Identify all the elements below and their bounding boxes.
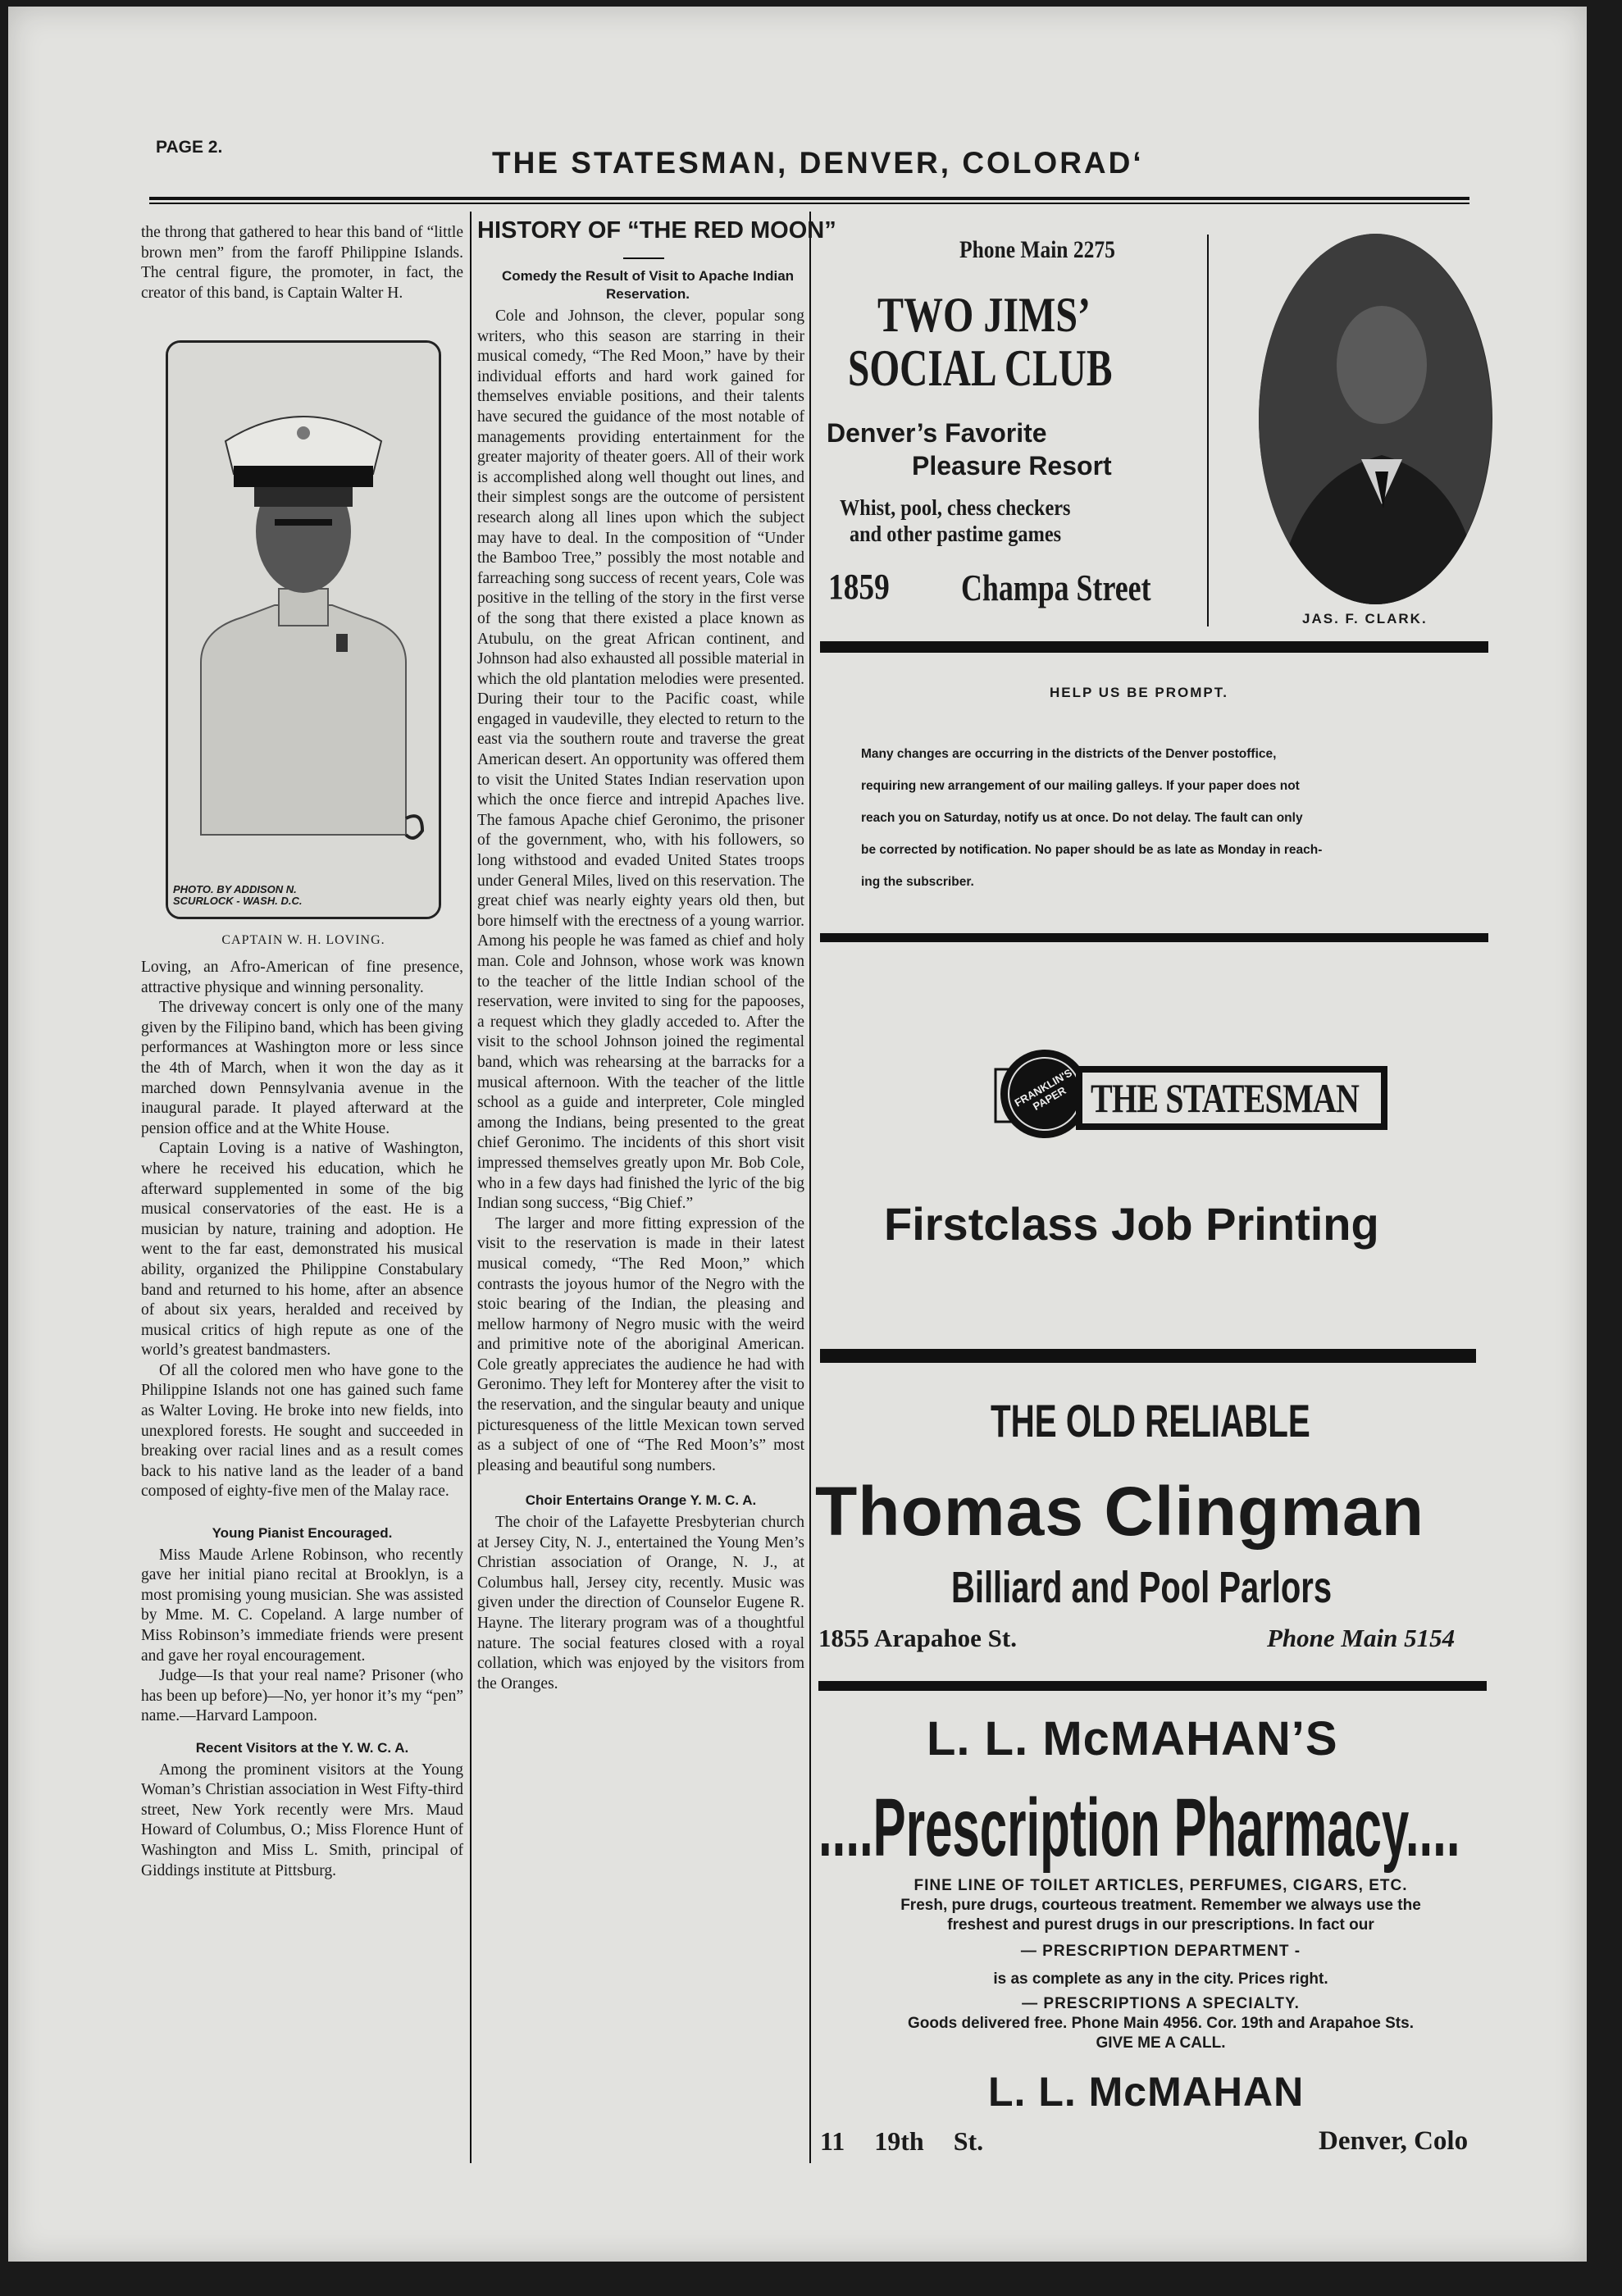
clingman-heading: THE OLD RELIABLE xyxy=(991,1395,1310,1446)
photo-credit-line: SCURLOCK - WASH. D.C. xyxy=(173,895,303,907)
notice-title: HELP US BE PROMPT. xyxy=(1050,685,1228,700)
paragraph: Miss Maude Arlene Robinson, who recently gave her initial piano recital at Brooklyn, is a most promising young musician. She was assisted by Mme. M. C. Copeland. A large number of Miss Robinson’s immediate friends were present and gave her royal encouragement. xyxy=(141,1546,463,1665)
statesman-logo xyxy=(994,1046,1396,1145)
masthead-title: THE STATESMAN, DENVER, COLORADʻ xyxy=(492,146,1144,180)
headline-rule xyxy=(623,257,664,259)
column-divider xyxy=(809,212,811,2163)
section-rule xyxy=(818,1681,1487,1691)
printing-tagline: Firstclass Job Printing xyxy=(884,1198,1379,1250)
paragraph: Among the prominent visitors at the Young Woman’s Christian association in West Fifty-third street, New York recently were Mrs. Maud Howard of Columbus, O.; Miss Florence Hunt of Washington and Miss L. Smith, principal of Giddings institute at Pittsburg. xyxy=(141,1761,463,1879)
paragraph: The larger and more fitting expression of the visit to the reservation is made in their latest musical comedy, “The Red Moon,” which contrasts the joyous humor of the Negro with the stoic bearing of the Indian, the pleasing and mellow harmony of Negro music with the weird and primitive note of the aboriginal American. Cole greatly appreciates the audience he had with Geronimo. They left for Monterey after the visit to the reservation, and the singular beauty and unique picturesqueness of the little Mexican town served as a subject of one of “The Red Moon’s” most pleasing and beautiful song numbers. xyxy=(477,1214,804,1474)
notice-line: reach you on Saturday, notify us at once. Do not delay. The fault can only xyxy=(861,811,1303,825)
ad-title-line2: SOCIAL CLUB xyxy=(848,339,1113,397)
column-1-body xyxy=(141,958,463,1881)
pharmacy-line: FINE LINE OF TOILET ARTICLES, PERFUMES, CIGARS, ETC. xyxy=(914,1877,1408,1894)
notice-line: ing the subscriber. xyxy=(861,875,974,889)
paragraph: Cole and Johnson, the clever, popular song writers, who this season are starring in their musical comedy, “The Red Moon,” have by their individual efforts and hard work gained for themselves enviable positions, and their talents have secured the guidance of the most notable of managements providing entertainment for the greater majority of theater goers. All of their work is accomplished along well thought out lines, and their simplest songs are the outcome of persistent research along all lines upon which the subject may have to deal. In the composition of “Under the Bamboo Tree,” possibly the most notable and farreaching song success of recent years, Cole was positive in the telling of the story in the first verse of the song that there existed a place known as Atubulu, on the great African continent, and Johnson had also exhausted all possible material in which the old plantation melodies were presented. During their tour to the Pacific coast, while engaged in vaudeville, they elected to return to the east via the southern route and traverse the great American desert. An opportunity was offered them to visit the United States Indian reservation upon which the once fierce and intrepid Apaches live. The famous Apache chief Geronimo, the prisoner of the government, who, with his followers, so long withstood and evaded United States troops under General Miles, lived on this reservation. The great chief was nearly eighty years old then, but bore himself with the erectness of a young warrior. Among his people he was famed as chief and holy man. Cole and Johnson, whose work was known to the teacher of the little Indian school of the reservation, were invited to sing for the papooses, a request which they gladly acceded to. After the visit to the school Johnson joined the regimental band, which was rehearsing at the barracks for a musical afternoon. With the teacher of the little school as a guide and interpreter, Cole mingled among the Indians, being presented to the great chief Geronimo. The incidents of this short visit impressed themselves greatly upon Mr. Bob Cole, who in a few days had finished the lyric of the big Indian song success, “Big Chief.” xyxy=(477,308,804,1213)
photo-caption: CAPTAIN W. H. LOVING. xyxy=(221,933,385,947)
pharmacy-title: ....Prescription Pharmacy.... xyxy=(818,1782,1460,1874)
pharmacy-line: — PRESCRIPTIONS A SPECIALTY. xyxy=(1022,1995,1300,2012)
pharmacy-line: — PRESCRIPTION DEPARTMENT - xyxy=(1020,1943,1301,1960)
portrait-illustration xyxy=(1259,234,1492,604)
portrait-photo xyxy=(166,340,441,919)
column-divider xyxy=(470,212,472,2163)
pharmacy-name: L. L. McMAHAN’S xyxy=(927,1712,1338,1765)
paragraph: Captain Loving is a native of Washington, where he received his education, which he afterward supplemented in some of the big musical conservatories of the east. He is a musician by nature, training and adoption. He went to the far east, demonstrated his musical ability, organized the Philippine Constabulary band and returned to his home, after an absence of about six years, heralded and received by musical critics of high repute as one of the world’s greatest bandmasters. xyxy=(141,1140,463,1360)
article-headline: HISTORY OF “THE RED MOON” xyxy=(477,217,836,244)
column-1-top xyxy=(141,223,463,303)
pharmacy-line: Fresh, pure drugs, courteous treatment. Remember we always use the xyxy=(900,1897,1421,1914)
ad-title-line1: TWO JIMS’ xyxy=(877,288,1091,342)
clingman-phone: Phone Main 5154 xyxy=(1267,1624,1456,1652)
header-rule xyxy=(149,197,1469,200)
pharmacy-address: 11 19th St. xyxy=(820,2126,984,2156)
ad-tagline-2: Pleasure Resort xyxy=(912,451,1112,481)
paragraph: Judge—Is that your real name? Prisoner (who has been up before)—No, yer honor it’s my “pen” name.—Harvard Lampoon. xyxy=(141,1667,463,1725)
notice-line: be corrected by notification. No paper should be as late as Monday in reach- xyxy=(861,843,1323,857)
ad-tagline-1: Denver’s Favorite xyxy=(827,418,1047,448)
clingman-address: 1855 Arapahoe St. xyxy=(818,1624,1017,1652)
ad-two-jims xyxy=(820,215,1205,633)
article-intro: the throng that gathered to hear this band of “little brown men” from the faroff Philippine Islands. The central figure, the promoter, in fact, the creator of this band, is Captain Walter H. xyxy=(141,224,463,302)
article-subheadline: Comedy the Result of Visit to Apache Indian Reservation. xyxy=(501,268,795,302)
notice-body xyxy=(861,738,1492,898)
page-number: PAGE 2. xyxy=(156,138,223,157)
column-2-body xyxy=(477,307,804,1694)
section-rule xyxy=(820,933,1488,942)
paragraph: The driveway concert is only one of the many given by the Filipino band, which has been giving performances at Washington more or less since the 4th of March, when it won the day as it marched down Pennsylvania avenue in the inaugural parade. It played afterward at the pension office and at the White House. xyxy=(141,999,463,1137)
notice-line: requiring new arrangement of our mailing galleys. If your paper does not xyxy=(861,779,1300,793)
ad-games-1: Whist, pool, chess checkers xyxy=(840,495,1071,520)
subheading: Choir Entertains Orange Y. M. C. A. xyxy=(525,1492,757,1509)
emblem-badge-text: FRANKLIN'S PAPER xyxy=(1012,1066,1074,1113)
photo-credit xyxy=(173,884,302,907)
paragraph: Of all the colored men who have gone to the Philippine Islands not one has gained such fame as Walter Loving. He broke into new fields, into unexplored forests. He sought and succeeded in breaking over racial lines and as a result comes back to his native land as the leader of a band composed of eighty-five men of the Malay race. xyxy=(141,1361,463,1501)
ad-street-number: 1859 xyxy=(828,567,890,607)
ad-street-name: Champa Street xyxy=(961,567,1151,608)
portrait-illustration xyxy=(168,343,439,917)
pharmacy-line: Goods delivered free. Phone Main 4956. Cor. 19th and Arapahoe Sts. xyxy=(908,2015,1414,2032)
notice-line: Many changes are occurring in the districts of the Denver postoffice, xyxy=(861,747,1277,761)
subheading: Young Pianist Encouraged. xyxy=(212,1525,393,1542)
header-rule-thin xyxy=(149,203,1469,204)
pharmacy-city: Denver, Colo xyxy=(1319,2126,1469,2156)
statesman-wordmark: THE STATESMAN xyxy=(1091,1075,1360,1121)
portrait-oval xyxy=(1259,234,1492,604)
subheading: Recent Visitors at the Y. W. C. A. xyxy=(195,1739,409,1756)
section-rule xyxy=(820,641,1488,653)
portrait-caption: JAS. F. CLARK. xyxy=(1302,611,1428,626)
pharmacy-details xyxy=(827,1876,1495,2053)
section-rule xyxy=(820,1349,1476,1363)
photo-credit-line: PHOTO. BY ADDISON N. xyxy=(173,883,297,895)
ad-phone: Phone Main 2275 xyxy=(959,236,1115,263)
clingman-business: Billiard and Pool Parlors xyxy=(951,1563,1333,1612)
paragraph: Loving, an Afro-American of fine presence, attractive physique and winning personality. xyxy=(141,959,463,996)
pharmacy-line: GIVE ME A CALL. xyxy=(1096,2034,1226,2052)
pharmacy-line: is as complete as any in the city. Prices right. xyxy=(993,1970,1328,1988)
clingman-name: Thomas Clingman xyxy=(815,1473,1425,1550)
pharmacy-signature: L. L. McMAHAN xyxy=(988,2069,1305,2115)
ad-divider xyxy=(1207,235,1209,626)
pharmacy-line: freshest and purest drugs in our prescriptions. In fact our xyxy=(947,1916,1374,1934)
ad-games-2: and other pastime games xyxy=(850,522,1062,546)
paragraph: The choir of the Lafayette Presbyterian church at Jersey City, N. J., entertained the Young Men’s Christian association of Orange, N. J., at Columbus hall, Jersey city, recently. Music was given under the direction of Counselor Eugene R. Hayne. The literary program was of a thoughtful nature. The social features closed with a royal collation, which was enjoyed by the visitors from the Oranges. xyxy=(477,1514,804,1692)
